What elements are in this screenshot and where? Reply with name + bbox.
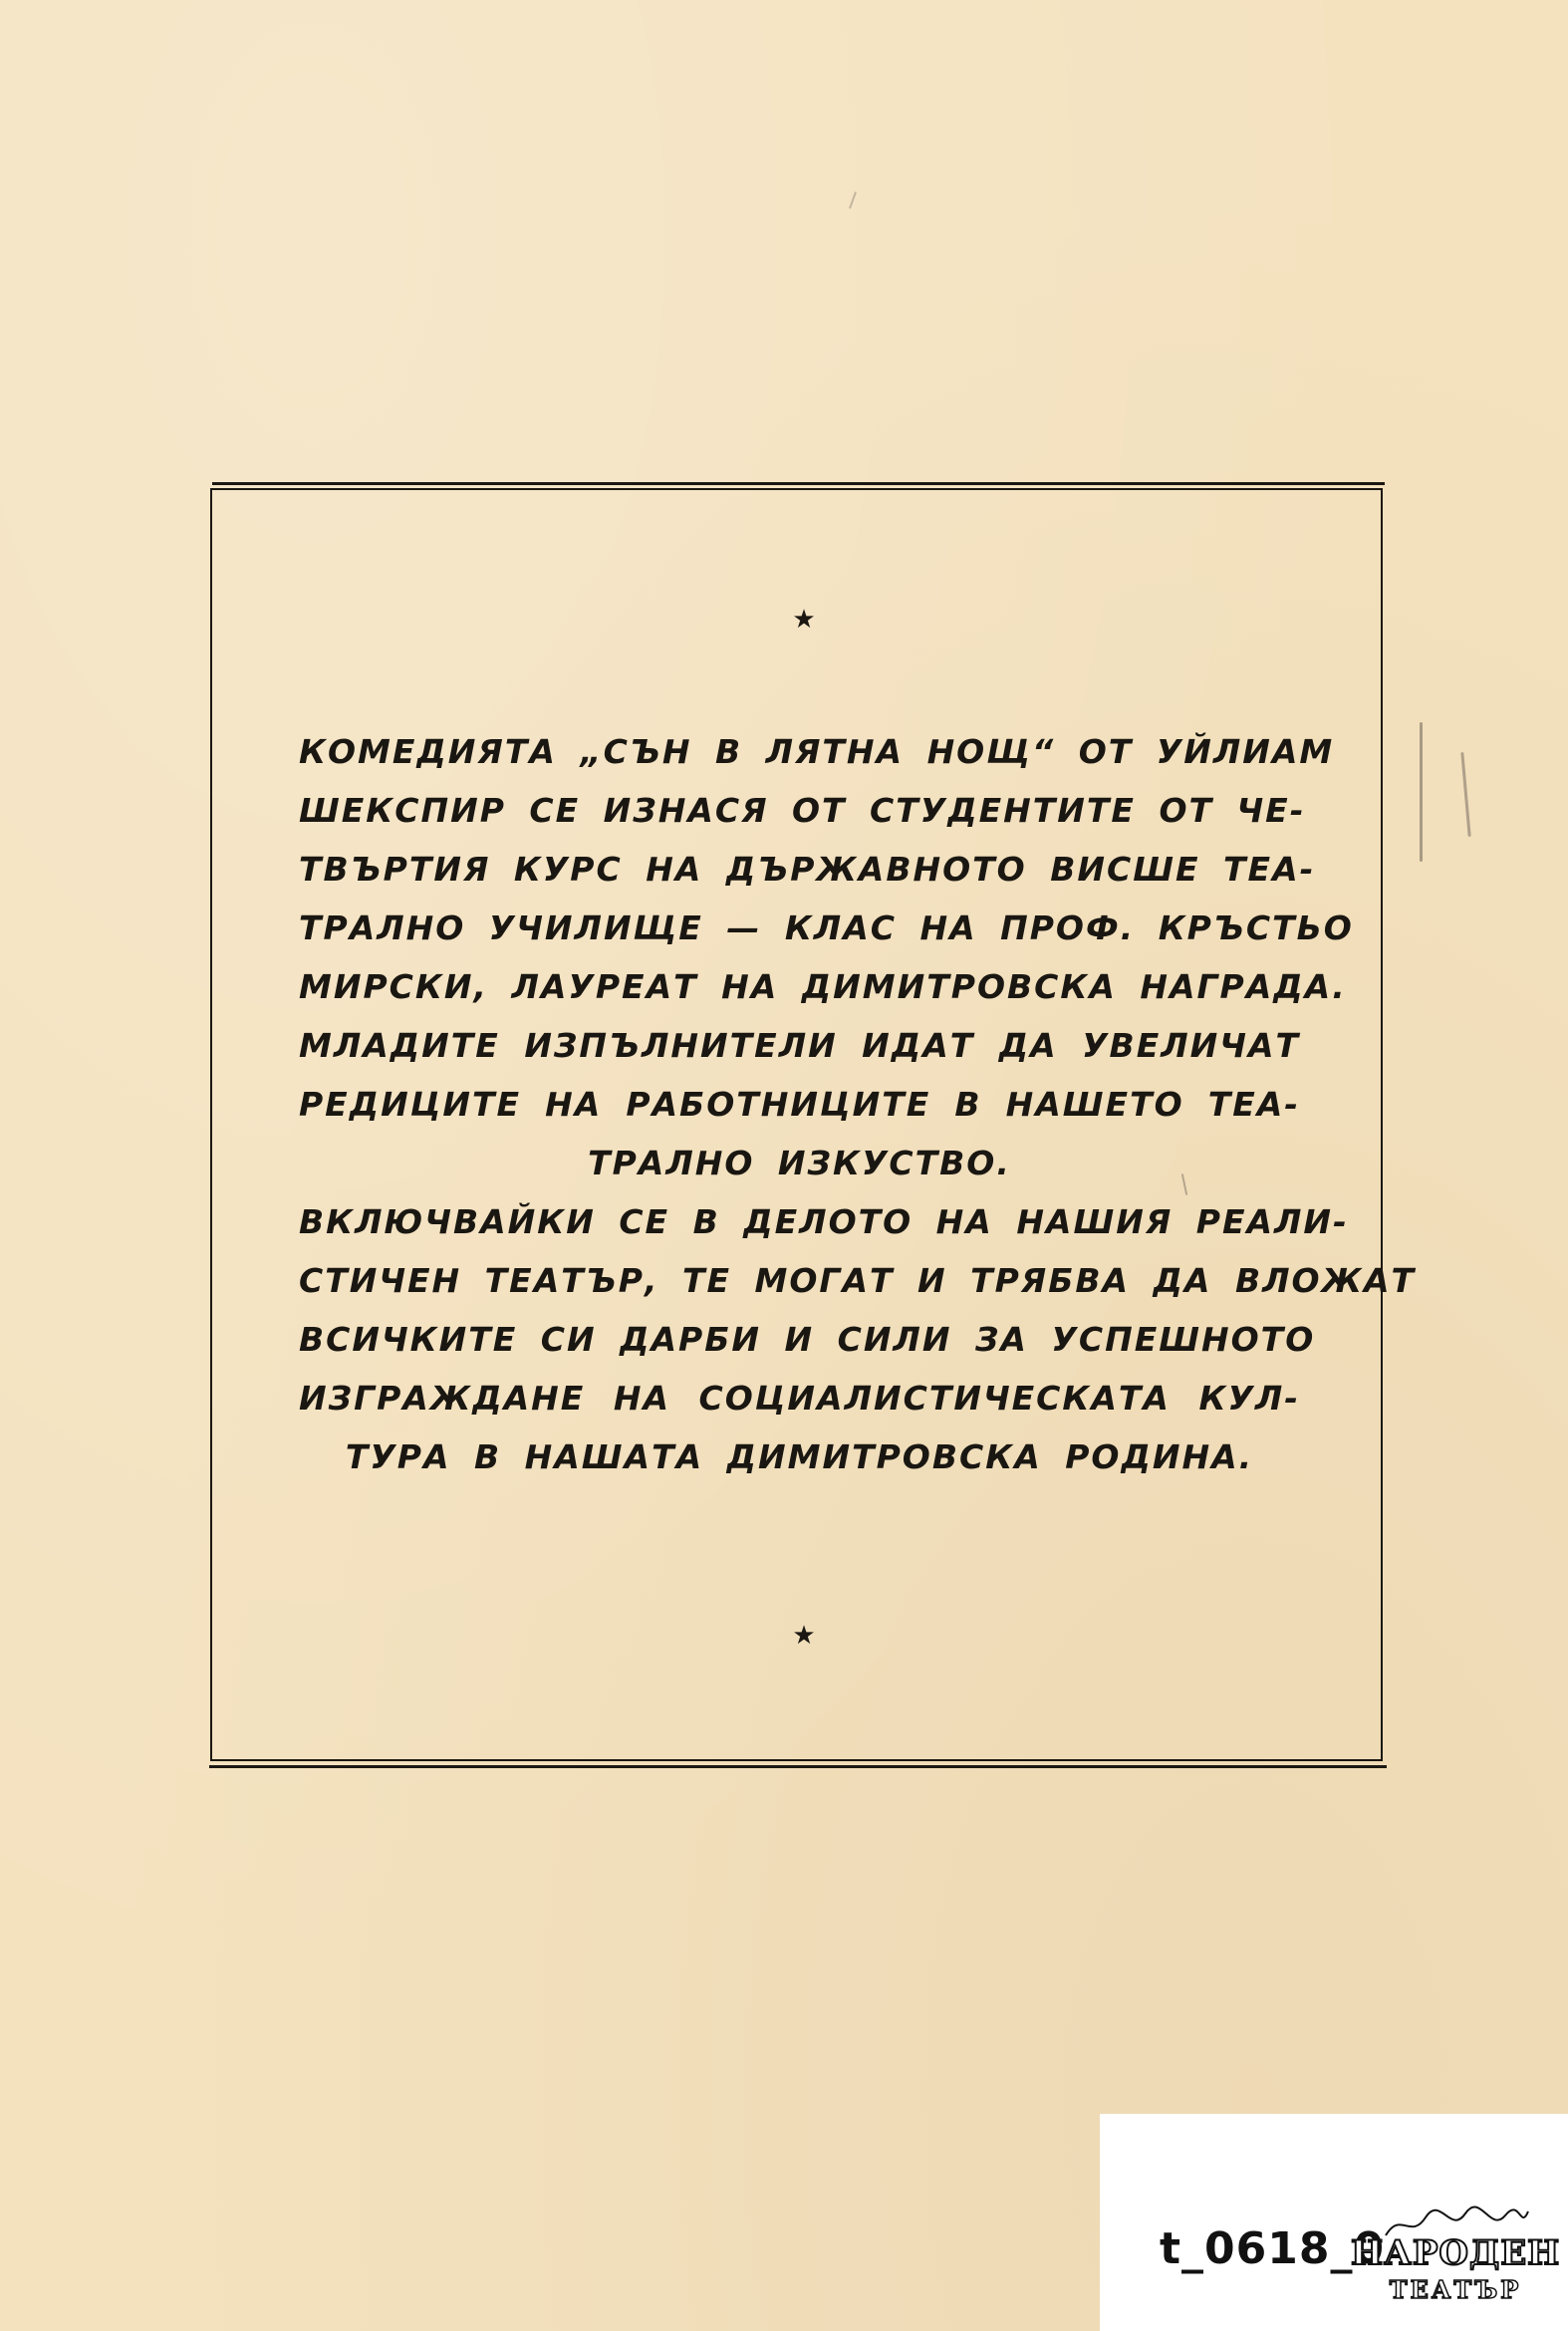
text-line: КОМЕДИЯТА „СЪН В ЛЯТНА НОЩ“ ОТ УЙЛИАМ xyxy=(299,732,1335,771)
theatre-logo xyxy=(1351,2205,1560,2315)
archive-code: t_0618_0 xyxy=(1160,2223,1386,2274)
text-line: СТИЧЕН ТЕАТЪР, ТЕ МОГАТ И ТРЯБВА ДА ВЛОЖАТ xyxy=(299,1261,1417,1300)
text-line: ВКЛЮЧВАЙКИ СЕ В ДЕЛОТО НА НАШИЯ РЕАЛИ- xyxy=(299,1202,1349,1241)
archive-label xyxy=(1100,2114,1568,2331)
star-ornament-top: ★ xyxy=(792,605,816,635)
frame-top-rule xyxy=(212,482,1385,485)
text-line: ИЗГРАЖДАНЕ НА СОЦИАЛИСТИЧЕСКАТА КУЛ- xyxy=(299,1379,1300,1418)
text-line: ТРАЛНО ИЗКУСТВО. xyxy=(588,1144,1011,1182)
pencil-mark xyxy=(1420,722,1423,862)
frame-bottom-rule xyxy=(209,1765,1387,1768)
text-line: ТУРА В НАШАТА ДИМИТРОВСКА РОДИНА. xyxy=(345,1437,1254,1476)
logo-word-naroden: НАРОДЕН xyxy=(1351,2233,1561,2273)
text-line: МИРСКИ, ЛАУРЕАТ НА ДИМИТРОВСКА НАГРАДА. xyxy=(299,967,1347,1006)
logo-word-teatar: ТЕАТЪР xyxy=(1389,2275,1522,2304)
text-line: ТВЪРТИЯ КУРС НА ДЪРЖАВНОТО ВИСШЕ ТЕА- xyxy=(299,850,1316,889)
text-line: ШЕКСПИР СЕ ИЗНАСЯ ОТ СТУДЕНТИТЕ ОТ ЧЕ- xyxy=(299,791,1306,830)
notice-text xyxy=(299,722,1417,1486)
text-line: ВСИЧКИТЕ СИ ДАРБИ И СИЛИ ЗА УСПЕШНОТО xyxy=(299,1320,1316,1359)
star-ornament-bottom: ★ xyxy=(792,1621,816,1651)
text-line: ТРАЛНО УЧИЛИЩЕ — КЛАС НА ПРОФ. КРЪСТЬО xyxy=(299,908,1354,947)
text-line: МЛАДИТЕ ИЗПЪЛНИТЕЛИ ИДАТ ДА УВЕЛИЧАТ xyxy=(299,1026,1300,1065)
text-line: РЕДИЦИТЕ НА РАБОТНИЦИТЕ В НАШЕТО ТЕА- xyxy=(299,1085,1300,1124)
